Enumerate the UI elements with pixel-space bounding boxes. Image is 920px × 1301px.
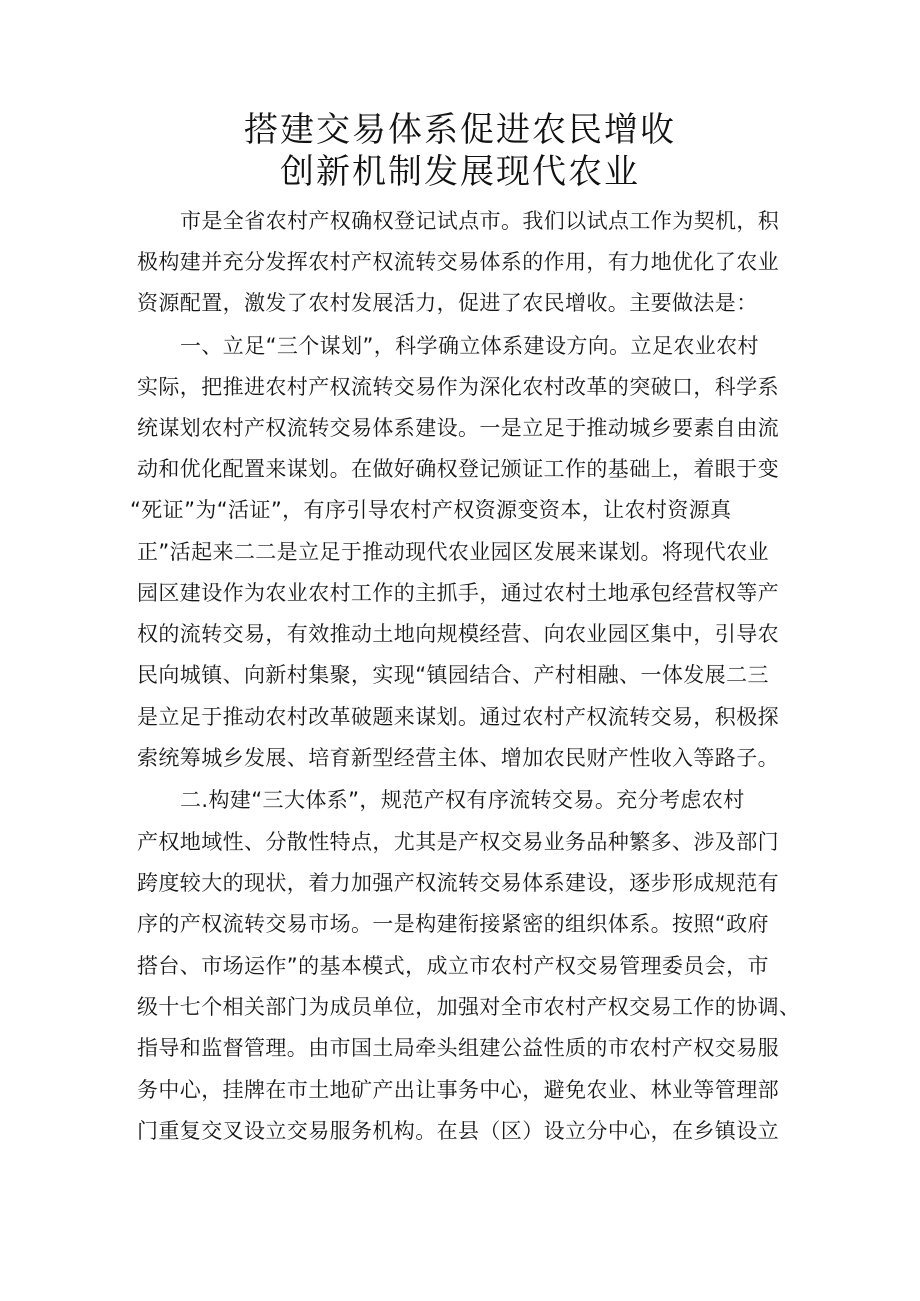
body-line: 民向城镇、向新村集聚，实现“镇园结合、产村相融、一体发展二三 bbox=[137, 663, 769, 687]
body-line: 正”活起来二二是立足于推动现代农业园区发展来谋划。将现代农业 bbox=[137, 540, 769, 564]
body-line: 资源配置，激发了农村发展活力，促进了农民增收。主要做法是： bbox=[137, 291, 758, 315]
body-line: 序的产权流转交易市场。一是构建衔接紧密的组织体系。按照“政府 bbox=[137, 912, 769, 936]
body-line: 市是全省农村产权确权登记试点市。我们以试点工作为契机，积 bbox=[180, 209, 780, 233]
body-line: 统谋划农村产权流转交易体系建设。一是立足于推动城乡要素自由流 bbox=[137, 416, 779, 440]
body-line: 索统筹城乡发展、培育新型经营主体、增加农民财产性收入等路子。 bbox=[137, 746, 779, 770]
document-title-line-1: 搭建交易体系促进农民增收 bbox=[244, 110, 676, 150]
body-line: 跨度较大的现状，着力加强产权流转交易体系建设，逐步形成规范有 bbox=[137, 871, 779, 895]
body-line: 园区建设作为农业农村工作的主抓手，通过农村土地承包经营权等产 bbox=[137, 581, 779, 605]
body-line: 一、立足“三个谋划”，科学确立体系建设方向。立足农业农村 bbox=[180, 334, 759, 358]
body-line: 是立足于推动农村改革破题来谋划。通过农村产权流转交易，积极探 bbox=[137, 705, 779, 729]
body-line: 二.构建“三大体系”，规范产权有序流转交易。充分考虑农村 bbox=[180, 788, 745, 812]
body-line: 极构建并充分发挥农村产权流转交易体系的作用，有力地优化了农业 bbox=[137, 250, 779, 274]
body-line: 指导和监督管理。由市国土局牵头组建公益性质的市农村产权交易服 bbox=[137, 1036, 779, 1060]
body-line: 动和优化配置来谋划。在做好确权登记颁证工作的基础上，着眼于变 bbox=[137, 457, 779, 481]
document-title-line-2: 创新机制发展现代农业 bbox=[280, 152, 640, 192]
body-line: “死证”为“活证”，有序引导农村产权资源变资本，让农村资源真 bbox=[130, 498, 732, 522]
body-line: 权的流转交易，有效推动土地向规模经营、向农业园区集中，引导农 bbox=[137, 622, 779, 646]
body-line: 实际，把推进农村产权流转交易作为深化农村改革的突破口，科学系 bbox=[137, 375, 779, 399]
body-line: 产权地域性、分散性特点，尤其是产权交易业务品种繁多、涉及部门 bbox=[137, 830, 779, 854]
body-line: 级十七个相关部门为成员单位，加强对全市农村产权交易工作的协调、 bbox=[137, 995, 801, 1019]
body-line: 务中心，挂牌在市土地矿产出让事务中心，避免农业、林业等管理部 bbox=[137, 1078, 779, 1102]
body-line: 搭台、市场运作”的基本模式，成立市农村产权交易管理委员会，市 bbox=[137, 954, 769, 978]
body-line: 门重复交叉设立交易服务机构。在县（区）设立分中心，在乡镇设立 bbox=[137, 1119, 779, 1143]
